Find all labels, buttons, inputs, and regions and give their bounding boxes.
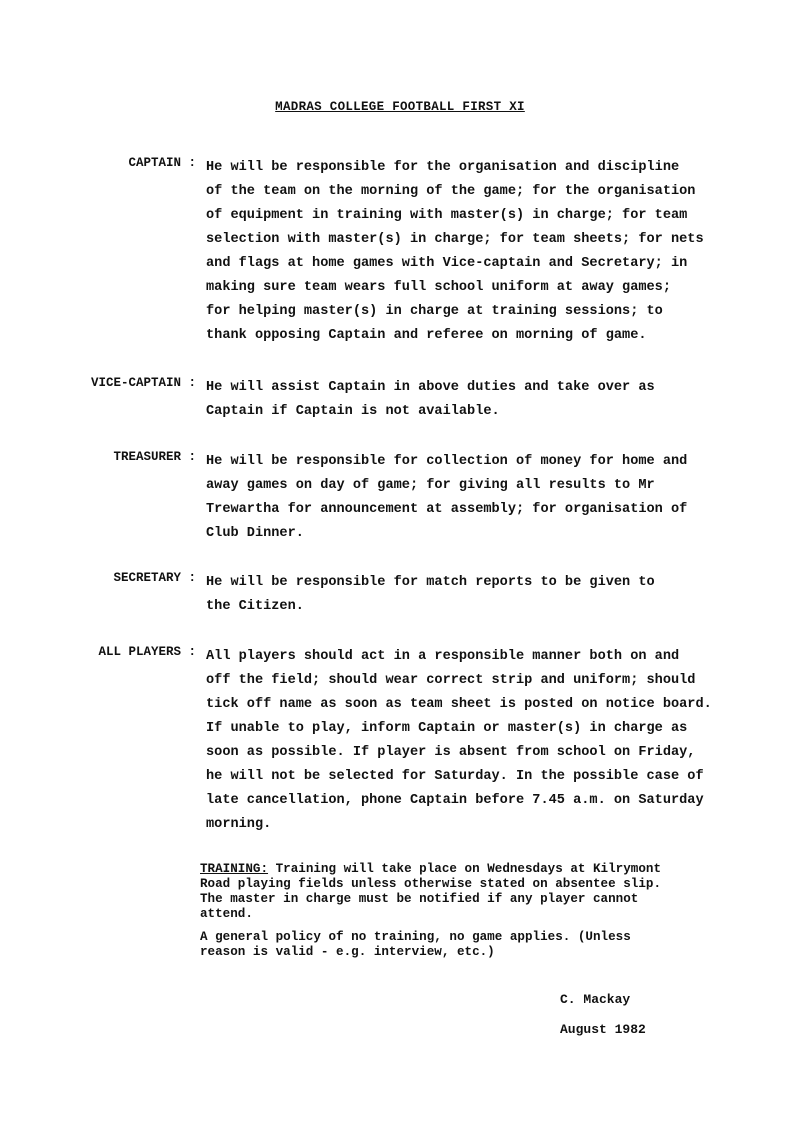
training-line-text: Training will take place on Wednesdays at Kilrymont bbox=[268, 862, 662, 876]
description-line: All players should act in a responsible manner both on and bbox=[206, 649, 680, 664]
signature-block bbox=[560, 985, 646, 1045]
description-line: he will not be selected for Saturday. In the possible case of bbox=[206, 769, 704, 784]
role-description bbox=[206, 645, 712, 837]
description-line: away games on day of game; for giving all results to Mr bbox=[206, 478, 655, 493]
training-line: The master in charge must be notified if any player cannot bbox=[200, 892, 639, 906]
description-line: off the field; should wear correct strip and uniform; should bbox=[206, 673, 696, 688]
role-label: ALL PLAYERS : bbox=[98, 645, 196, 659]
document-title: MADRAS COLLEGE FOOTBALL FIRST XI bbox=[275, 100, 525, 114]
training-label: TRAINING: bbox=[200, 862, 269, 876]
role-description bbox=[206, 156, 706, 348]
description-line: making sure team wears full school uniform at away games; bbox=[206, 280, 671, 295]
policy-line: reason is valid - e.g. interview, etc.) bbox=[200, 945, 495, 959]
role-label: TREASURER : bbox=[113, 450, 196, 464]
description-line: selection with master(s) in charge; for team sheets; for nets bbox=[206, 232, 704, 247]
role-label: VICE-CAPTAIN : bbox=[90, 376, 196, 390]
description-line: soon as possible. If player is absent from school on Friday, bbox=[206, 745, 696, 760]
description-line: He will assist Captain in above duties and take over as bbox=[206, 380, 655, 395]
description-line: tick off name as soon as team sheet is posted on notice board. bbox=[206, 697, 712, 712]
description-line: late cancellation, phone Captain before 7.45 a.m. on Saturday bbox=[206, 793, 704, 808]
description-line: thank opposing Captain and referee on morning of game. bbox=[206, 328, 647, 343]
description-line: Club Dinner. bbox=[206, 526, 304, 541]
training-line: Road playing fields unless otherwise stated on absentee slip. bbox=[200, 877, 662, 891]
description-line: He will be responsible for match reports to be given to bbox=[206, 575, 655, 590]
policy-line: A general policy of no training, no game applies. (Unless bbox=[200, 930, 631, 944]
description-line: Captain if Captain is not available. bbox=[206, 404, 500, 419]
role-description bbox=[206, 376, 706, 424]
training-paragraph bbox=[200, 862, 720, 922]
role-label: CAPTAIN : bbox=[128, 156, 196, 170]
description-line: and flags at home games with Vice-captain and Secretary; in bbox=[206, 256, 688, 271]
description-line: Trewartha for announcement at assembly; for organisation of bbox=[206, 502, 688, 517]
description-line: of equipment in training with master(s) in charge; for team bbox=[206, 208, 688, 223]
description-line: He will be responsible for collection of money for home and bbox=[206, 454, 688, 469]
description-line: the Citizen. bbox=[206, 599, 304, 614]
description-line: for helping master(s) in charge at training sessions; to bbox=[206, 304, 663, 319]
description-line: If unable to play, inform Captain or master(s) in charge as bbox=[206, 721, 688, 736]
description-line: of the team on the morning of the game; for the organisation bbox=[206, 184, 696, 199]
training-first-line bbox=[200, 862, 720, 877]
training-section bbox=[200, 862, 720, 960]
role-label: SECRETARY : bbox=[113, 571, 196, 585]
author-name: C. Mackay bbox=[560, 992, 631, 1007]
role-description bbox=[206, 450, 706, 546]
role-description bbox=[206, 571, 706, 619]
training-policy bbox=[200, 930, 720, 960]
description-line: He will be responsible for the organisation and discipline bbox=[206, 160, 680, 175]
description-line: morning. bbox=[206, 817, 272, 832]
document-date: August 1982 bbox=[560, 1022, 646, 1037]
training-line: attend. bbox=[200, 907, 253, 921]
